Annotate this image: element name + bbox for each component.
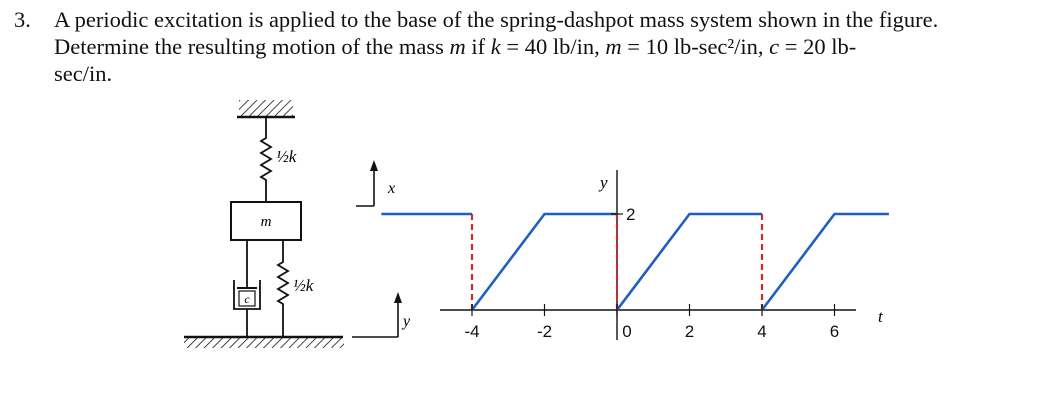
upper-spring-label: ½k <box>276 147 297 166</box>
text-segment: = 40 lb/in, <box>500 34 606 59</box>
chart-xlabel: t <box>878 307 883 326</box>
signal-segment <box>762 214 889 310</box>
mass-label: m <box>260 214 272 230</box>
text-segment: Determine the resulting motion of the mass <box>54 34 450 59</box>
problem-line-3: sec/in. <box>54 61 113 86</box>
chart-ylabel: y <box>600 173 608 192</box>
var-m: m <box>605 34 622 59</box>
excitation-chart <box>381 170 889 341</box>
var-c: c <box>769 34 780 59</box>
lower-spring-label: ½k <box>293 276 314 295</box>
upper-spring <box>261 117 271 202</box>
signal-segment <box>617 214 762 310</box>
dashpot-label: c <box>244 292 250 306</box>
x-tick-label: -4 <box>464 322 480 341</box>
text-segment: = 20 lb- <box>779 34 857 59</box>
x-arrow-head <box>370 160 378 171</box>
base-hatch <box>184 338 344 348</box>
x-label: x <box>388 180 396 197</box>
var-k: k <box>490 34 501 59</box>
ceiling-hatch <box>239 100 293 117</box>
text-segment: if <box>465 34 491 59</box>
y-arrow-head <box>394 292 402 303</box>
x-tick-label: 0 <box>622 322 632 341</box>
text-segment: = 10 lb-sec²/in, <box>621 34 770 59</box>
signal-segment <box>472 214 617 310</box>
mechanism-diagram <box>184 100 411 348</box>
x-tick-label: 6 <box>829 322 840 341</box>
y-tick-label: 2 <box>626 205 636 224</box>
x-tick-label: -2 <box>536 322 553 341</box>
problem-number: 3. <box>14 7 31 32</box>
x-tick-label: 2 <box>684 322 695 341</box>
var-m: m <box>449 34 466 59</box>
x-tick-label: 4 <box>757 322 767 341</box>
chart-marks <box>381 205 889 341</box>
y-label: y <box>403 313 411 330</box>
problem-line-1: A periodic excitation is applied to the base of the spring-dashpot mass system shown in the figure. <box>54 7 939 32</box>
lower-spring <box>278 240 288 337</box>
